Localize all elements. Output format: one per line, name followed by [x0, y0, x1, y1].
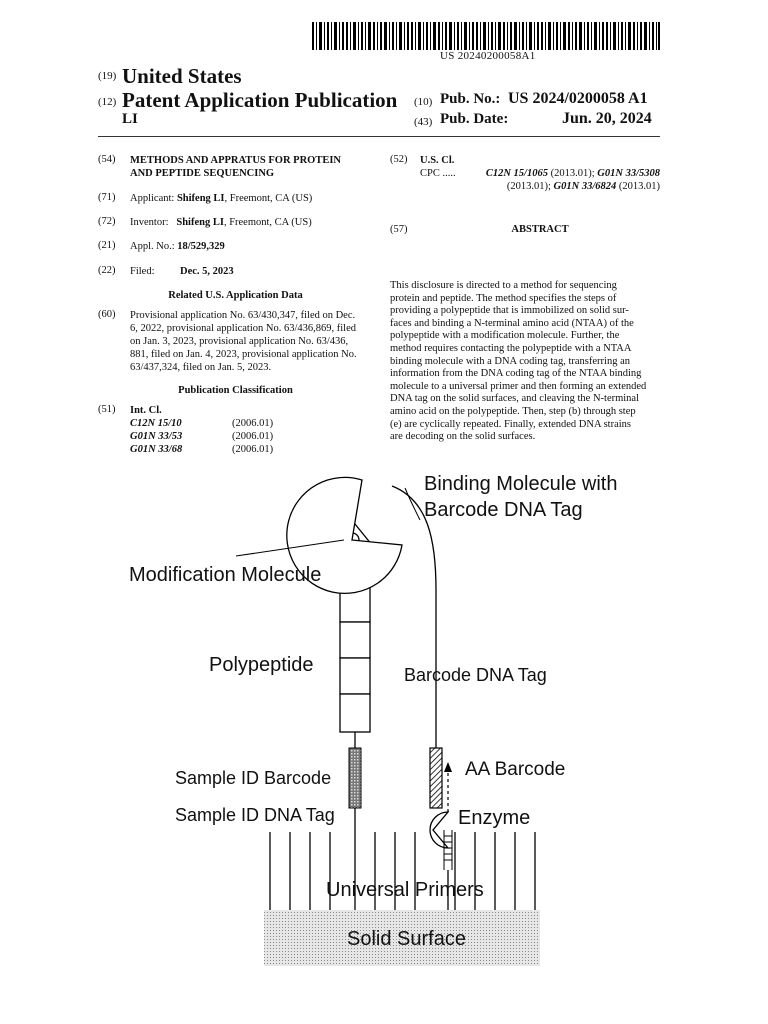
sample-tag-label: Sample ID DNA Tag [175, 805, 335, 825]
abstract-line: molecule to a universal primer and then forming an extended [390, 380, 647, 392]
applicant-line [130, 192, 312, 205]
intcl-class: C12N 15/10 [130, 418, 182, 429]
inventor-label: Inventor: [130, 217, 169, 228]
abstract-line: This disclosure is directed to a method for sequencing [390, 280, 617, 291]
aa-barcode-label: AA Barcode [465, 759, 566, 780]
title-code: (54) [98, 154, 116, 165]
barcode-dna-tag-line [392, 486, 436, 748]
filed-code: (22) [98, 265, 116, 276]
pub-no-value: US 2024/0200058 A1 [508, 90, 648, 107]
abstract-code: (57) [390, 224, 408, 235]
cpc-year: (2013.01); [506, 181, 554, 192]
cpc-class: G01N 33/5308 [597, 168, 660, 179]
applicant-name: Shifeng LI [176, 193, 225, 204]
classification-heading: Publication Classification [178, 385, 293, 396]
sample-id-barcode-block [349, 748, 361, 808]
inventor-location: , Freemont, CA (US) [223, 217, 312, 228]
related-heading: Related U.S. Application Data [168, 290, 303, 301]
abstract-line: method requires contacting the polypeptide with a NTAA [390, 342, 632, 354]
filed-date: Dec. 5, 2023 [180, 266, 234, 277]
intcl-class: G01N 33/68 [130, 444, 183, 455]
appl-label: Appl. No.: [130, 241, 175, 252]
abstract-heading: ABSTRACT [511, 224, 569, 235]
binding-label-2: Barcode DNA Tag [424, 499, 583, 521]
intcl-year: (2006.01) [232, 444, 274, 455]
title-line-2: AND PEPTIDE SEQUENCING [130, 168, 275, 179]
appl-code: (21) [98, 240, 116, 251]
binding-leader [405, 488, 420, 520]
inventor-name: Shifeng LI [176, 217, 224, 228]
intcl-year: (2006.01) [232, 418, 274, 429]
enzyme-label: Enzyme [458, 807, 531, 829]
country-code: (19) [98, 70, 117, 82]
pub-no-code: (10) [414, 96, 433, 108]
abstract-text [390, 280, 660, 444]
inventor-short: LI [122, 111, 138, 127]
cpc-line-2 [420, 180, 660, 193]
polypeptide-label: Polypeptide [209, 654, 314, 676]
provisional-line: 881, filed on Jan. 4, 2023, provisional application No. [130, 349, 357, 360]
cpc-year: (2013.01) [616, 181, 660, 192]
filed-label: Filed: [130, 266, 155, 277]
cpc-line-1 [420, 167, 660, 180]
abstract-line: DNA tag on the solid surfaces, and cleaving the N-terminal [390, 393, 640, 405]
sample-barcode-label: Sample ID Barcode [175, 768, 332, 788]
applicant-code: (71) [98, 192, 116, 203]
provisional-line: on Jan. 3, 2023, provisional application No. 63/436, [130, 336, 349, 347]
inventor-line [130, 216, 312, 229]
pub-date-value: Jun. 20, 2024 [562, 110, 652, 127]
provisional-code: (60) [98, 309, 116, 320]
barcode-tag-label: Barcode DNA Tag [404, 665, 547, 685]
pub-date-label: Pub. Date: [440, 111, 509, 127]
cpc-class: G01N 33/6824 [553, 181, 617, 192]
solid-surface-label: Solid Surface [347, 928, 466, 950]
aa-barcode-block [430, 748, 442, 808]
universal-primers-label: Universal Primers [326, 879, 484, 901]
provisional-line: Provisional application No. 63/430,347, filed on Dec. [130, 310, 356, 321]
intcl-label: Int. Cl. [130, 405, 162, 416]
abstract-line: polypeptide with a modification molecule. Further, the [390, 330, 620, 342]
intcl-code: (51) [98, 404, 116, 415]
uscl-label: U.S. Cl. [420, 155, 455, 166]
intcl-year: (2006.01) [232, 431, 274, 442]
abstract-line: protein and peptide. The method specifies the steps of [390, 292, 617, 304]
inventor-code: (72) [98, 216, 116, 227]
provisional-line: 6, 2022, provisional application No. 63/436,869, filed [130, 323, 357, 334]
header-divider [98, 136, 660, 137]
abstract-line: providing a polypeptide that is immobilized on solid sur- [390, 305, 629, 317]
abstract-line: faces and binding a N-terminal amino acid (NTAA) of the [390, 317, 634, 329]
applicant-label: Applicant: [130, 193, 175, 204]
applicant-location: , Freemont, CA (US) [224, 193, 313, 204]
title-line-1: METHODS AND APPRATUS FOR PROTEIN [130, 155, 341, 166]
uscl-code: (52) [390, 154, 408, 165]
publication-number: US 20240200058A1 [440, 50, 536, 62]
figure-diagram [0, 460, 768, 1020]
abstract-line: amino acid on the polypeptide. Then, step (b) through step [390, 405, 636, 417]
extension-arrow-head [444, 762, 452, 772]
appl-number: 18/529,329 [177, 241, 225, 252]
barcode-graphic [312, 22, 660, 50]
pub-date-code: (43) [414, 116, 433, 128]
type-code: (12) [98, 96, 117, 108]
provisional-line: 63/437,324, filed on Jan. 5, 2023. [130, 362, 272, 373]
abstract-line: (e) are cyclically repeated. Finally, extended DNA strains [390, 418, 632, 430]
abstract-line: are decoding on the solid surfaces. [390, 431, 536, 443]
country: United States [122, 64, 242, 88]
cpc-label: CPC ..... [420, 168, 456, 179]
cpc-year: (2013.01); [547, 168, 598, 179]
publication-type: Patent Application Publication [122, 88, 398, 112]
cpc-class: C12N 15/1065 [485, 168, 548, 179]
enzyme-ladder [444, 830, 452, 870]
provisional-text [130, 309, 370, 374]
binding-label-1: Binding Molecule with [424, 473, 618, 495]
abstract-line: binding molecule with a DNA coding tag, transferring an [390, 355, 630, 367]
enzyme-shape [430, 812, 448, 848]
appl-line [130, 240, 225, 253]
modification-label: Modification Molecule [129, 564, 322, 586]
pub-no-label: Pub. No.: [440, 91, 501, 107]
intcl-class: G01N 33/53 [130, 431, 183, 442]
abstract-line: information from the DNA coding tag of the NTAA binding [390, 368, 642, 380]
